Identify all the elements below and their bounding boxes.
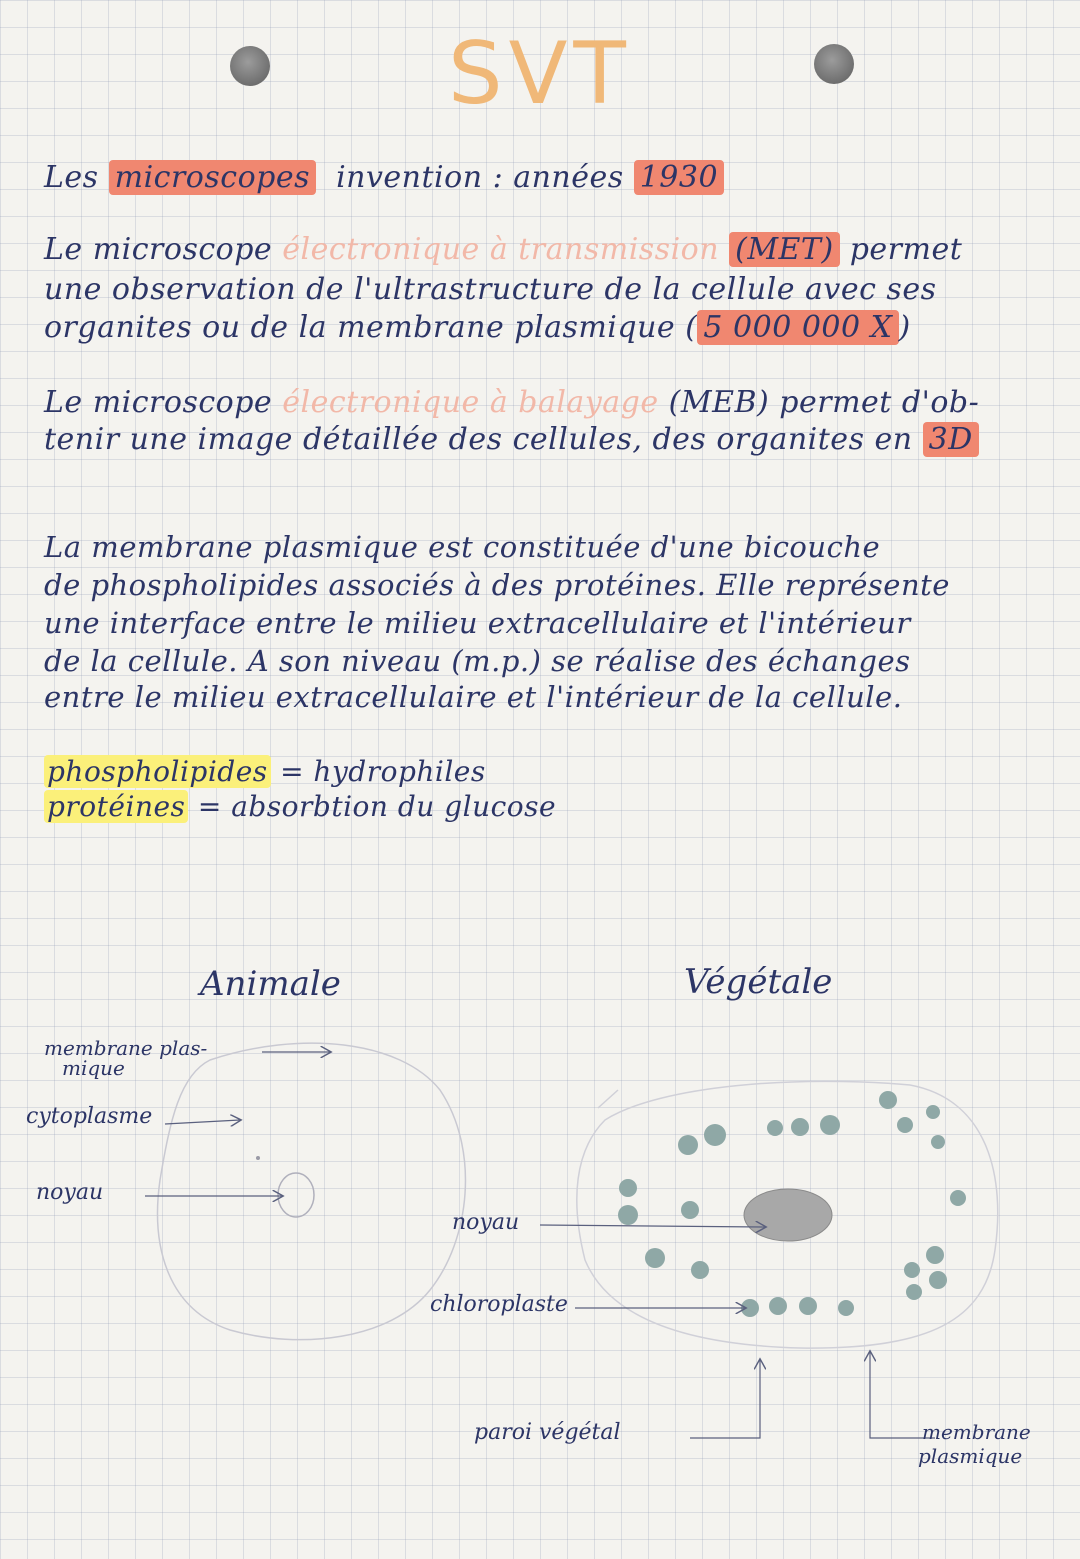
membrane-line-4: de la cellule. A son niveau (m.p.) se réalise des échanges [44, 644, 911, 678]
plant-nucleus [744, 1189, 832, 1241]
membrane-line-2: de phospholipides associés à des protéines. Elle représente [44, 568, 950, 602]
membrane-line-1: La membrane plasmique est constituée d'une bicouche [44, 530, 881, 564]
intro-prefix: Les [44, 160, 99, 195]
label-animal-membrane-1: membrane plas- [44, 1036, 208, 1060]
met-line-3-start: organites ou de la membrane plasmique ( [44, 310, 698, 345]
label-animal-noyau: noyau [36, 1180, 104, 1205]
intro-middle: invention : années [336, 160, 624, 195]
meb-line-1-faint: électronique à balayage [282, 385, 659, 420]
arrow-plant-noyau [540, 1225, 765, 1227]
intro-microscopes-highlight: microscopes [109, 160, 316, 195]
membrane-line-3: une interface entre le milieu extracellulaire et l'intérieur [44, 606, 911, 640]
arrow-plant-paroi [690, 1360, 760, 1438]
def-phospholipides-text: = hydrophiles [280, 755, 486, 788]
met-magnification-highlight: 5 000 000 X [697, 310, 898, 345]
intro-year-highlight: 1930 [634, 160, 724, 195]
met-abbr-highlight: (MET) [729, 232, 840, 267]
meb-line-1-start: Le microscope [44, 385, 273, 420]
arrow-animal-cytoplasme [165, 1120, 240, 1124]
meb-3d-highlight: 3D [923, 422, 979, 457]
met-line-1-end: permet [849, 232, 963, 267]
met-line-1-faint: électronique à transmission [282, 232, 720, 267]
meb-line-2-start: tenir une image détaillée des cellules, des organites en [44, 422, 913, 457]
membrane-line-5: entre le milieu extracellulaire et l'intérieur de la cellule. [44, 680, 903, 714]
label-plant-membrane-2: plasmique [918, 1444, 1023, 1468]
label-plant-chloroplaste: chloroplaste [430, 1292, 568, 1317]
label-plant-paroi: paroi végétal [474, 1420, 621, 1445]
vegetal-heading: Végétale [684, 962, 833, 1002]
met-line-3-end: ) [898, 310, 911, 345]
page-title: SVT [448, 24, 632, 124]
animal-heading: Animale [200, 964, 341, 1004]
label-animal-cytoplasme: cytoplasme [26, 1104, 153, 1129]
label-animal-membrane-2: mique [62, 1056, 125, 1080]
def-proteines-text: = absorbtion du glucose [197, 790, 557, 823]
label-plant-membrane-1: membrane [922, 1420, 1031, 1444]
animal-nucleus [278, 1173, 314, 1217]
met-line-2: une observation de l'ultrastructure de la cellule avec ses [44, 272, 937, 307]
label-plant-noyau: noyau [452, 1210, 520, 1235]
met-line-1-start: Le microscope [44, 232, 273, 267]
animal-cell-membrane [158, 1043, 466, 1340]
def-proteines-term: protéines [44, 790, 188, 823]
def-phospholipides-term: phospholipides [44, 755, 271, 788]
meb-line-1-end: (MEB) permet d'ob- [668, 385, 980, 420]
